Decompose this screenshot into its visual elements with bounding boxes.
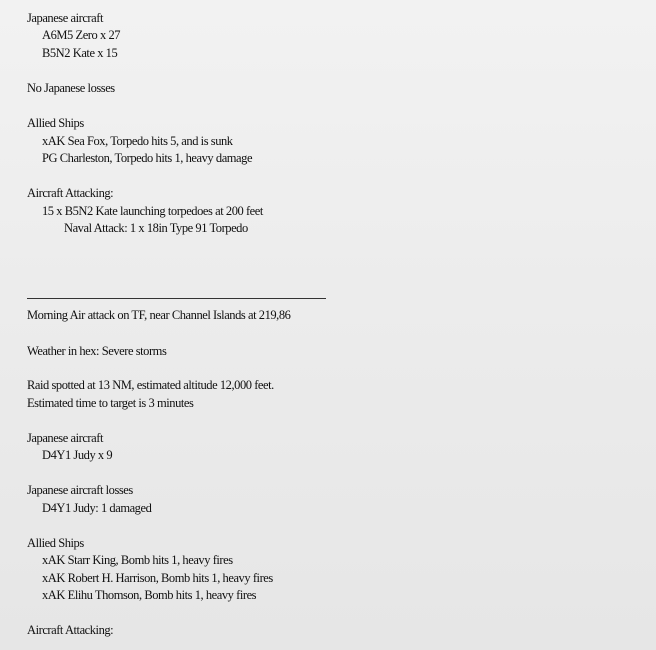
- weapon-detail-line: Naval Attack: 1 x 18in Type 91 Torpedo: [64, 221, 248, 235]
- allied-ships-heading: Allied Ships: [27, 116, 84, 130]
- weather-line: Weather in hex: Severe storms: [27, 344, 167, 358]
- section-divider: [27, 298, 326, 299]
- combat-title: Morning Air attack on TF, near Channel Islands at 219,86: [27, 308, 291, 322]
- japanese-aircraft-entry: D4Y1 Judy x 9: [42, 448, 113, 462]
- aircraft-attacking-heading: Aircraft Attacking:: [27, 186, 114, 200]
- japanese-loss-entry: D4Y1 Judy: 1 damaged: [42, 501, 152, 515]
- allied-ship-entry: xAK Sea Fox, Torpedo hits 5, and is sunk: [42, 134, 233, 148]
- japanese-losses-line: No Japanese losses: [27, 81, 115, 95]
- allied-ship-entry: xAK Robert H. Harrison, Bomb hits 1, heavy fires: [42, 571, 273, 585]
- allied-ship-entry: xAK Starr King, Bomb hits 1, heavy fires: [42, 553, 233, 567]
- attack-detail-line: 15 x B5N2 Kate launching torpedoes at 200 feet: [42, 204, 263, 218]
- allied-ships-heading: Allied Ships: [27, 536, 84, 550]
- japanese-aircraft-entry: A6M5 Zero x 27: [42, 28, 121, 42]
- allied-ship-entry: PG Charleston, Torpedo hits 1, heavy damage: [42, 151, 253, 165]
- raid-spotted-line: Raid spotted at 13 NM, estimated altitude 12,000 feet.: [27, 378, 274, 392]
- aircraft-attacking-heading: Aircraft Attacking:: [27, 623, 114, 637]
- japanese-aircraft-entry: B5N2 Kate x 15: [42, 46, 118, 60]
- time-to-target-line: Estimated time to target is 3 minutes: [27, 396, 194, 410]
- japanese-losses-heading: Japanese aircraft losses: [27, 483, 133, 497]
- japanese-aircraft-heading: Japanese aircraft: [27, 11, 103, 25]
- japanese-aircraft-heading: Japanese aircraft: [27, 431, 103, 445]
- allied-ship-entry: xAK Elihu Thomson, Bomb hits 1, heavy fires: [42, 588, 257, 602]
